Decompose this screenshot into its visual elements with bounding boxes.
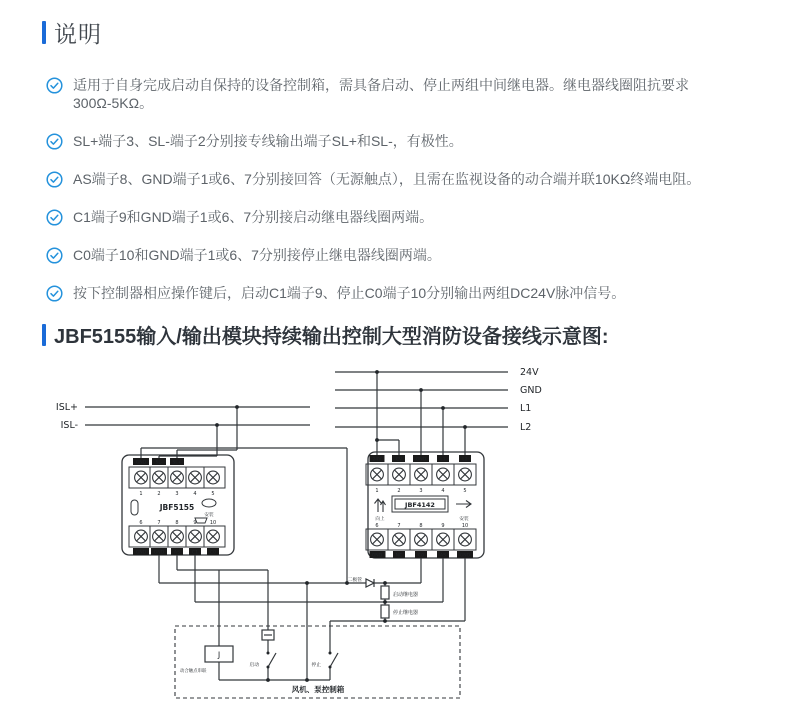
svg-text:2: 2: [397, 488, 401, 494]
terminal-label: CV: [395, 457, 403, 463]
module-jbf5155: [122, 455, 234, 556]
accent-bar: [42, 21, 46, 44]
terminal-label: AS: [439, 553, 447, 559]
right-arrow-label: 安装: [459, 517, 469, 522]
svg-text:9: 9: [441, 523, 445, 529]
svg-text:2: 2: [157, 491, 161, 497]
terminal-label: AS: [173, 550, 181, 556]
start-switch-label: 启动: [249, 663, 259, 668]
check-circle-icon: [46, 285, 63, 302]
terminal-label: C0: [417, 553, 425, 559]
bus-label-l2: L2: [520, 422, 532, 433]
list-item-text: C0端子10和GND端子1或6、7分别接停止继电器线圈两端。: [73, 247, 441, 263]
module-name: JBF5155: [159, 503, 195, 512]
terminal-label: SL+: [172, 460, 182, 466]
led-indicator: [131, 500, 138, 515]
terminal-numbers-bottom: [375, 523, 468, 529]
terminal-label: L1: [440, 457, 446, 463]
svg-text:10: 10: [461, 523, 469, 529]
terminal-label: GND: [459, 553, 471, 559]
check-circle-icon: [46, 209, 63, 226]
list-item-text: SL+端子3、SL-端子2分别接专线输出端子SL+和SL-，有极性。: [73, 133, 463, 149]
svg-text:10: 10: [209, 520, 217, 526]
bus-label-gnd: GND: [520, 385, 542, 396]
svg-text:6: 6: [139, 520, 143, 526]
svg-text:8: 8: [419, 523, 423, 529]
page-title: 说明: [54, 21, 102, 47]
terminal-label: C0: [209, 550, 217, 556]
terminal-label: 24V: [372, 457, 382, 463]
stop-switch-label: 停止: [311, 663, 321, 668]
terminal-screw: [135, 471, 148, 484]
svg-text:1: 1: [139, 491, 143, 497]
buzzer-icon: [195, 518, 207, 523]
terminal-numbers-top: [375, 488, 466, 494]
list-item-text: C1端子9和GND端子1或6、7分别接启动继电器线圈两端。: [73, 209, 434, 225]
mount-icon-label: 安装: [204, 513, 214, 518]
terminal-label: C1: [191, 550, 199, 556]
stop-relay-label: 停止继电器: [393, 610, 419, 616]
up-arrow-icon: [375, 499, 386, 512]
section1-header: [42, 16, 102, 49]
check-circle-icon: [46, 247, 63, 264]
svg-text:5: 5: [463, 488, 467, 494]
bus-label-24v: 24V: [520, 367, 539, 378]
svg-text:7: 7: [157, 520, 161, 526]
terminal-label: L2: [462, 457, 468, 463]
list-item: [46, 284, 762, 302]
bus-label-l1: L1: [520, 403, 532, 414]
terminal-label: GND: [415, 457, 427, 463]
terminal-label: GND: [153, 550, 165, 556]
diode-label: 二极管: [347, 578, 362, 583]
list-item-text: AS端子8、GND端子1或6、7分别接回答（无源触点），且需在监视设备的动合端并联10KΩ终端电阻。: [73, 171, 701, 187]
wiring-diagram: [0, 355, 790, 714]
section2-header: [42, 320, 609, 349]
list-item: [46, 170, 762, 188]
list-item: [46, 208, 762, 226]
module-jbf4142: [366, 452, 484, 559]
relay-contact-label: J: [217, 650, 221, 660]
svg-text:4: 4: [441, 488, 445, 494]
list-item: [46, 132, 762, 150]
start-relay-label: 启动继电器: [393, 592, 419, 598]
svg-text:5: 5: [211, 491, 215, 497]
svg-text:9: 9: [193, 520, 197, 526]
check-circle-icon: [46, 171, 63, 188]
svg-text:4: 4: [193, 491, 197, 497]
terminal-label: GND: [135, 550, 147, 556]
terminal-label: GND: [135, 460, 147, 466]
module-name: JBF4142: [405, 500, 435, 509]
up-arrow-label: 向上: [375, 517, 385, 522]
list-item-text: 适用于自身完成启动自保持的设备控制箱，需具备启动、停止两组中间继电器。继电器线圈阻抗要求300Ω-5KΩ。: [73, 77, 689, 111]
bus-label-islp: ISL+: [55, 402, 78, 413]
list-item: [46, 246, 762, 264]
terminal-label: SL-: [155, 460, 163, 466]
terminal-label: GND: [371, 553, 383, 559]
junction-dots: [215, 370, 467, 682]
accent-bar: [42, 324, 46, 346]
right-arrow-icon: [456, 501, 471, 508]
bus-label-islm: ISL-: [60, 420, 78, 431]
check-circle-icon: [46, 77, 63, 94]
svg-text:8: 8: [175, 520, 179, 526]
diagram-title: JBF5155输入/输出模块持续输出控制大型消防设备接线示意图:: [54, 326, 609, 348]
svg-text:7: 7: [397, 523, 401, 529]
svg-text:3: 3: [175, 491, 179, 497]
terminal-numbers-top: [139, 491, 214, 497]
list-item-text: 按下控制器相应操作键后，启动C1端子9、停止C0端子10分别输出两组DC24V脉冲信号。: [73, 285, 626, 301]
svg-text:6: 6: [375, 523, 379, 529]
check-circle-icon: [46, 133, 63, 150]
control-box-label: 风机、泵控制箱: [291, 685, 345, 694]
svg-text:1: 1: [375, 488, 379, 494]
instruction-list: [46, 76, 762, 322]
svg-text:3: 3: [419, 488, 423, 494]
terminal-label: NC: [395, 553, 403, 559]
list-item: [46, 76, 762, 112]
contact-note: 动合触点串联: [180, 669, 207, 674]
mount-icon: [202, 499, 216, 507]
bus-labels: [56, 367, 542, 433]
